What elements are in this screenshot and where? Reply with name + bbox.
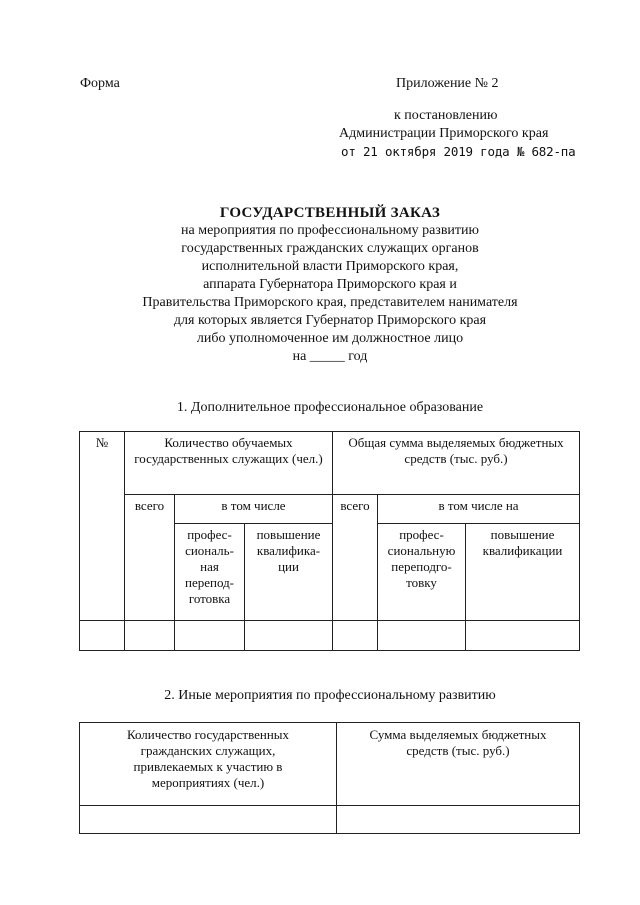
title-line: исполнительной власти Приморского края, [201,259,459,274]
education-table [79,431,580,651]
table-cell[interactable] [245,621,333,651]
resolution-label: к постановлению [394,108,498,123]
table-cell[interactable] [125,621,175,651]
table-cell[interactable] [80,621,125,651]
table-cell[interactable] [378,621,466,651]
col-sum-header: Сумма выделяемых бюджетных средств (тыс. руб.) [337,723,580,806]
col-sum-qualification: повышение квалификации [466,524,580,621]
other-activities-table [79,722,580,834]
table-cell[interactable] [175,621,245,651]
title-line: государственных гражданских служащих органов [181,241,479,256]
administration-label: Администрации Приморского края [339,126,549,141]
table-cell[interactable] [333,621,378,651]
table-cell[interactable] [337,806,580,834]
page-title: ГОСУДАРСТВЕННЫЙ ЗАКАЗ [219,205,441,221]
col-sum-header: Общая сумма выделяемых бюджетных средств (тыс. руб.) [333,432,580,495]
resolution-stamp: от 21 октября 2019 года № 682-па [341,144,576,159]
title-line: на _____ год [292,349,368,364]
title-block [60,205,600,366]
col-count-incl: в том числе [175,495,333,524]
form-label: Форма [80,76,120,91]
title-line: для которых является Губернатор Приморского края [173,313,487,328]
col-sum-retraining: профес-сиональную переподго-товку [378,524,466,621]
col-number-header: № [80,432,125,621]
title-line: на мероприятия по профессиональному развитию [181,223,479,238]
appendix-label: Приложение № 2 [396,76,499,91]
section1-heading: 1. Дополнительное профессиональное образование [176,400,484,415]
col-count-retraining: профес-сиональ-ная перепод-готовка [175,524,245,621]
col-count-header: Количество обучаемых государственных служащих (чел.) [125,432,333,495]
title-line: либо уполномоченное им должностное лицо [196,331,464,346]
col-sum-total: всего [333,495,378,621]
table-cell[interactable] [80,806,337,834]
col-count-header: Количество государственных гражданских служащих, привлекаемых к участию в мероприятиях (чел.) [80,723,337,806]
col-count-total: всего [125,495,175,621]
table-cell[interactable] [466,621,580,651]
title-line: Правительства Приморского края, представителем нанимателя [142,295,518,310]
col-count-qualification: повышение квалифика-ции [245,524,333,621]
title-line: аппарата Губернатора Приморского края и [203,277,457,292]
section2-heading: 2. Иные мероприятия по профессиональному развитию [164,688,496,703]
col-sum-incl: в том числе на [378,495,580,524]
